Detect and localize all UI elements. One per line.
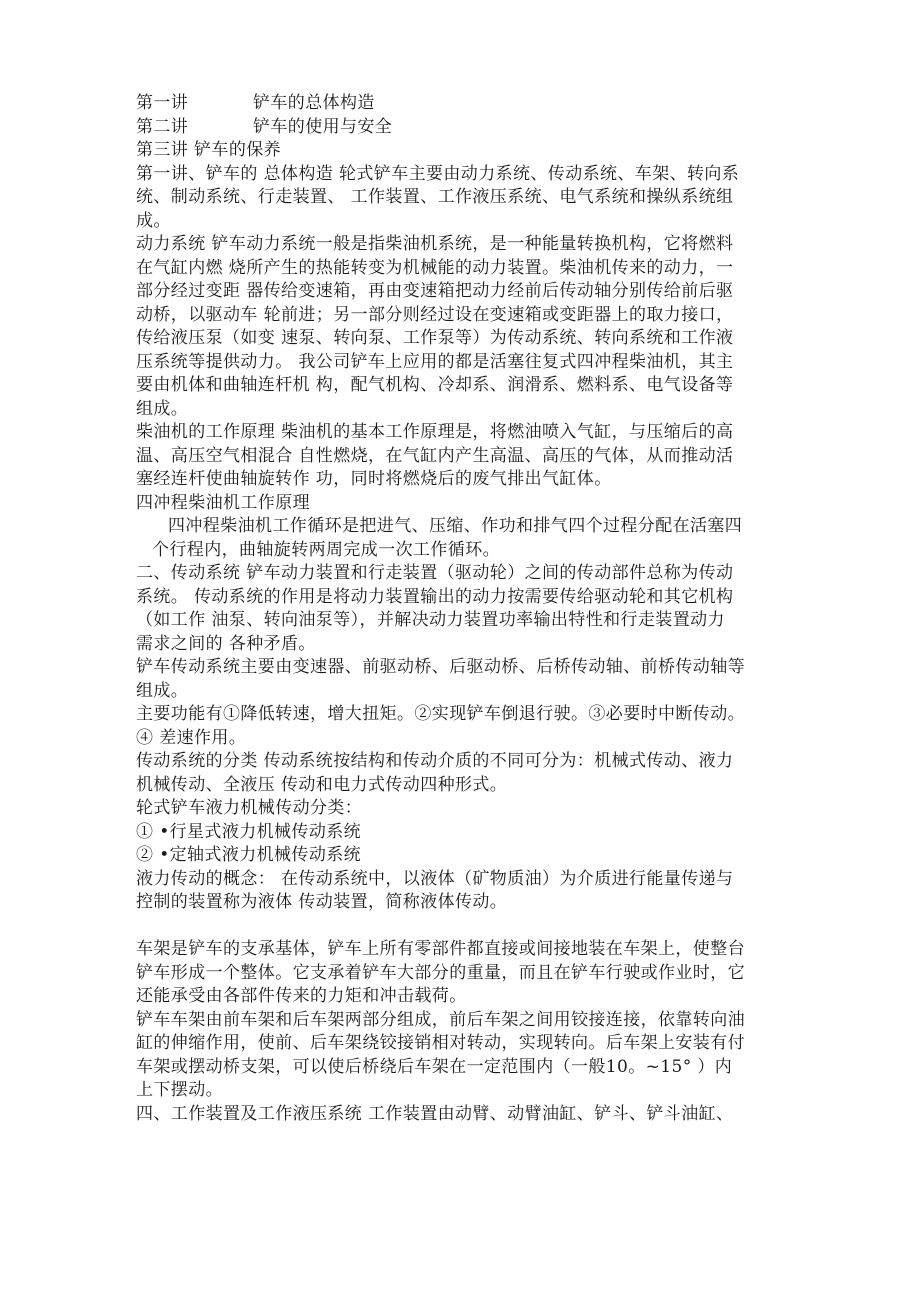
paragraph-gap: [136, 915, 788, 939]
text-line: 四冲程柴油机工作循环是把进气、压缩、作功和排气四个过程分配在活塞四: [168, 516, 743, 536]
document-page: [136, 92, 788, 1126]
text-line: 系统。 传动系统的作用是将动力装置输出的动力按需要传给驱动轮和其它机构: [136, 586, 734, 607]
toc-title: 铲车的保养: [194, 140, 282, 160]
text-line: 个行程内，曲轴旋转两周完成一次工作循环。: [152, 539, 500, 560]
text-line: 组成。: [136, 680, 189, 701]
text-line: 组成。: [136, 398, 189, 419]
text-line: 铲车传动系统主要由变速器、前驱动桥、后驱动桥、后桥传动轴、前桥传动轴等: [136, 657, 745, 677]
text-line: ④ 差速作用。: [136, 727, 247, 748]
text-line: 上下摆动。: [136, 1080, 223, 1100]
text-line: 还能承受由各部件传来的力矩和冲击载荷。: [136, 986, 467, 1006]
text-line: 成。: [136, 210, 171, 231]
text-line: 第一讲、铲车的 总体构造 轮式铲车主要由动力系统、传动系统、车架、转向系: [136, 163, 740, 184]
toc-entry-2: [136, 116, 788, 140]
text-line: 温、高压空气相混合 自性燃烧，在气缸内产生高温、高压的气体，从而推动活: [136, 445, 734, 466]
text-line: 车架或摆动桥支架，可以使后桥绕后车架在一定范围内（一般10。~15° ）内: [136, 1056, 733, 1077]
text-line: 传给液压泵（如变 速泵、转向泵、工作泵等）为传动系统、转向系统和工作液: [136, 328, 734, 348]
text-line: 传动系统的分类 传动系统按结构和传动介质的不同可分为：机械式传动、液力: [136, 751, 734, 771]
section-heading: 四冲程柴油机工作原理: [136, 492, 310, 513]
text-line: 机械传动、全液压 传动和电力式传动四种形式。: [136, 774, 508, 795]
text-line: （如工作 油泵、转向油泵等），并解决动力装置功率输出特性和行走装置动力: [136, 610, 725, 630]
list-item: ① •行星式液力机械传动系统: [136, 821, 362, 842]
text-line: 动力系统 铲车动力系统一般是指柴油机系统，是一种能量转换机构，它将燃料: [136, 234, 734, 254]
text-line: 铲车车架由前车架和后车架两部分组成，前后车架之间用铰接连接，依靠转向油: [136, 1009, 745, 1030]
text-line: 塞经连杆使曲轴旋转作 功，同时将燃烧后的废气排出气缸体。: [136, 469, 612, 489]
text-line: 要由机体和曲轴连杆机 构，配气机构、冷却系、润滑系、燃料系、电气设备等: [136, 375, 734, 395]
toc-number: 第二讲: [136, 116, 189, 137]
text-line: 部分经过变距 器传给变速箱，再由变速箱把动力经前后传动轴分别传给前后驱: [136, 281, 734, 301]
text-line: 控制的装置称为液体 传动装置，简称液体传动。: [136, 892, 508, 912]
list-item: ② •定轴式液力机械传动系统: [136, 845, 362, 865]
text-line: 液力传动的概念： 在传动系统中，以液体（矿物质油）为介质进行能量传递与: [136, 868, 734, 889]
text-line: 二、传动系统 铲车动力装置和行走装置（驱动轮）之间的传动部件总称为传动: [136, 563, 734, 583]
toc-entry-1: [136, 92, 788, 116]
toc-entry-3: [136, 139, 788, 163]
toc-title: 铲车的总体构造: [253, 93, 375, 113]
text-line: 轮式铲车液力机械传动分类：: [136, 798, 363, 818]
text-line: 铲车形成一个整体。它支承着铲车大部分的重量，而且在铲车行驶或作业时，它: [136, 962, 745, 983]
text-line: 四、工作装置及工作液压系统 工作装置由动臂、动臂油缸、铲斗、铲斗油缸、: [136, 1103, 734, 1124]
text-line: 缸的伸缩作用，使前、后车架绕铰接销相对转动，实现转向。后车架上安装有付: [136, 1033, 745, 1053]
toc-number: 第三讲: [136, 140, 189, 160]
text-line: 动桥，以驱动车 轮前进；另一部分则经过设在变速箱或变距器上的取力接口，: [136, 304, 734, 325]
text-line: 需求之间的 各种矛盾。: [136, 633, 316, 654]
text-line: 车架是铲车的支承基体，铲车上所有零部件都直接或间接地装在车架上，使整台: [136, 939, 745, 959]
text-line: 主要功能有①降低转速，增大扭矩。②实现铲车倒退行驶。③必要时中断传动。: [136, 704, 745, 724]
toc-title: 铲车的使用与安全: [253, 116, 393, 137]
text-line: 柴油机的工作原理 柴油机的基本工作原理是，将燃油喷入气缸，与压缩后的高: [136, 422, 734, 442]
text-line: 统、制动系统、行走装置、 工作装置、工作液压系统、电气系统和操纵系统组: [136, 187, 734, 207]
text-line: 压系统等提供动力。 我公司铲车上应用的都是活塞往复式四冲程柴油机，其主: [136, 351, 734, 372]
toc-number: 第一讲: [136, 93, 189, 113]
text-line: 在气缸内燃 烧所产生的热能转变为机械能的动力装置。柴油机传来的动力，一: [136, 257, 734, 278]
